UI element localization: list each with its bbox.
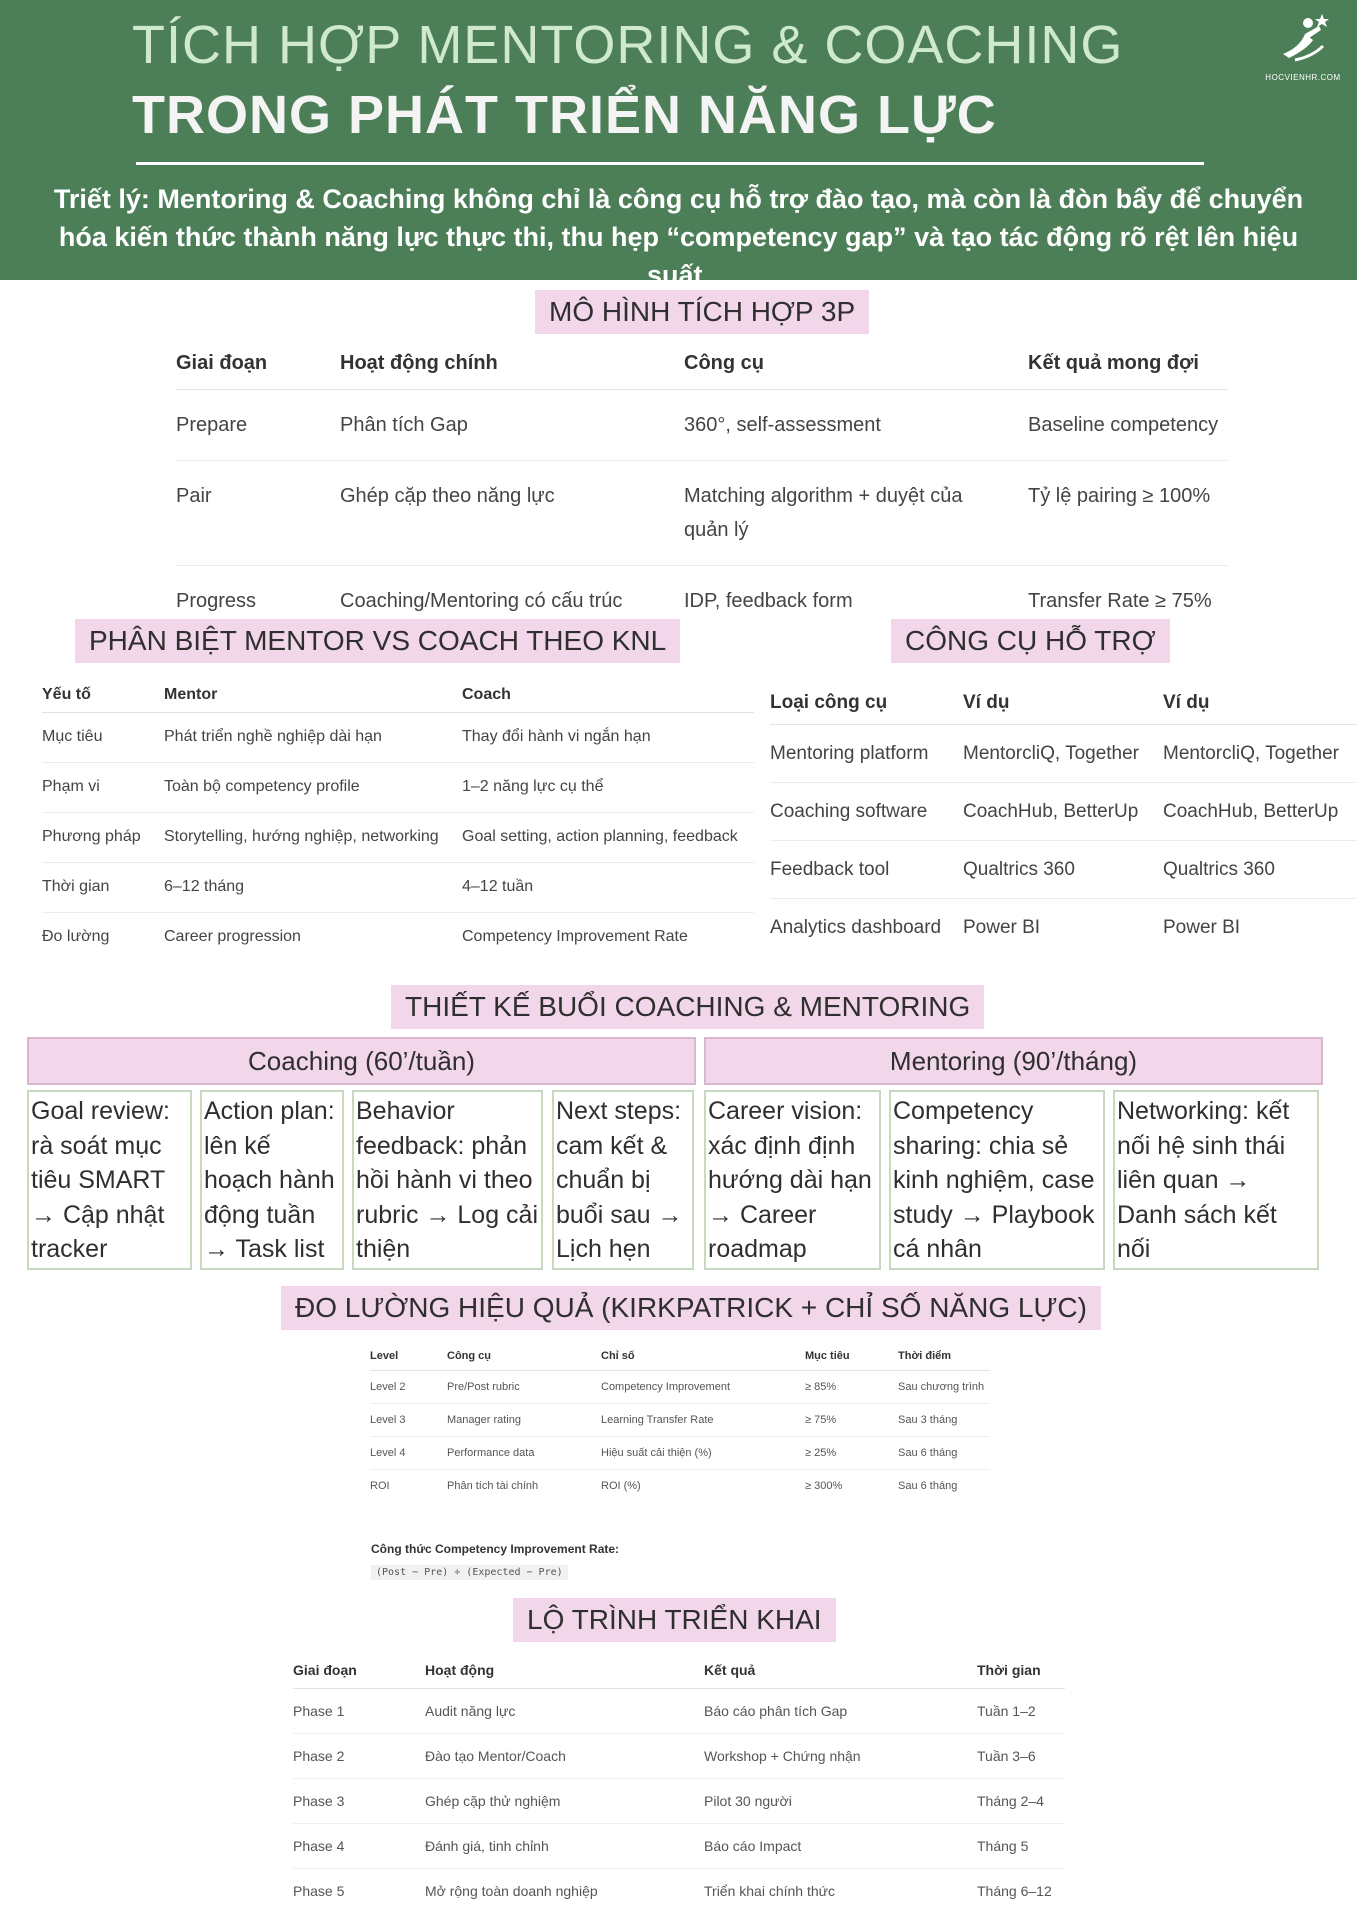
table-cell: Báo cáo Impact [704, 1824, 977, 1869]
table-cell: Learning Transfer Rate [601, 1404, 805, 1437]
roadmap-title: LỘ TRÌNH TRIỂN KHAI [513, 1598, 836, 1642]
table-cell: Workshop + Chứng nhận [704, 1734, 977, 1779]
table-cell: Ghép cặp theo năng lực [340, 461, 684, 566]
table-cell: Prepare [176, 390, 340, 461]
table-row [42, 913, 754, 963]
header-cell: Ví dụ [963, 688, 1163, 725]
table-cell: Triển khai chính thức [704, 1883, 836, 1899]
philosophy-text: Triết lý: Mentoring & Coaching không chỉ là công cụ hỗ trợ đào tạo, mà còn là đòn bẩy để chuyển hóa kiến thức thành năng lực thực thi, thu hẹp “competency gap” và tạo tác động rõ rệt lên hiệu suất. [53, 184, 1304, 290]
logo [1258, 10, 1348, 90]
table-cell: 6–12 tháng [164, 863, 462, 913]
model-3p-table [176, 344, 1228, 636]
mentor-vs-coach-table [42, 682, 754, 962]
table-row [770, 783, 1357, 841]
table-cell: Thay đổi hành vi ngắn hạn [462, 713, 754, 763]
logo-text: HOCVIENHR.COM [1265, 73, 1341, 82]
table-cell: CoachHub, BetterUp [963, 783, 1163, 841]
table-cell: Toàn bộ competency profile [164, 763, 462, 813]
table-cell: Level 2 [370, 1371, 447, 1404]
header-cell: Thời điểm [898, 1348, 990, 1371]
coaching-subheader: Coaching (60’/tuần) [27, 1037, 696, 1085]
table-cell: Mở rộng toàn doanh nghiệp [425, 1883, 598, 1899]
header-banner [0, 0, 1357, 290]
table-cell: 1–2 năng lực cụ thể [462, 763, 754, 813]
table-row [370, 1437, 990, 1470]
table-cell: MentorcliQ, Together [1163, 725, 1357, 783]
session-design-title: THIẾT KẾ BUỔI COACHING & MENTORING [391, 985, 984, 1029]
table-row [42, 813, 754, 863]
runner-logo-icon [1275, 10, 1331, 66]
header-cell: Mục tiêu [805, 1348, 898, 1371]
table-cell: Phase 3 [293, 1779, 425, 1824]
table-cell: Sau chương trình [898, 1371, 990, 1404]
table-cell: Sau 6 tháng [898, 1437, 990, 1470]
measurement-title: ĐO LƯỜNG HIỆU QUẢ (KIRKPATRICK + CHỈ SỐ NĂNG LỰC) [281, 1286, 1101, 1330]
table-row [293, 1779, 1065, 1824]
card-behavior-feedback: Behavior feedback: phản hồi hành vi theo rubric → Log cải thiện [352, 1090, 543, 1270]
table-cell: Đánh giá, tinh chỉnh [425, 1824, 704, 1869]
table-cell: 360°, self-assessment [684, 390, 1028, 461]
table-header-row [42, 682, 754, 713]
header-cell: Coach [462, 682, 754, 713]
table-cell: ≥ 75% [805, 1404, 898, 1437]
header-cell: Hoạt động [425, 1658, 704, 1689]
header-cell: Loại công cụ [770, 688, 963, 725]
formula-label: Công thức Competency Improvement Rate: [371, 1542, 620, 1556]
header-cell: Hoạt động chính [340, 344, 684, 390]
table-cell: Pre/Post rubric [447, 1371, 601, 1404]
header-cell: Kết quả [704, 1658, 977, 1689]
title-divider [136, 162, 1204, 165]
table-cell: Level 3 [370, 1404, 447, 1437]
card-action-plan: Action plan: lên kế hoạch hành động tuần → Task list [200, 1090, 344, 1270]
table-cell: Audit năng lực [425, 1689, 704, 1734]
table-cell: MentorcliQ, Together [963, 725, 1163, 783]
table-cell: Báo cáo phân tích Gap [704, 1689, 977, 1734]
table-cell: Qualtrics 360 [1163, 841, 1357, 899]
table-cell: Progress [176, 590, 257, 612]
tools-title: CÔNG CỤ HỖ TRỢ [891, 619, 1170, 663]
card-competency-sharing: Competency sharing: chia sẻ kinh nghiệm, case study → Playbook cá nhân [889, 1090, 1105, 1270]
table-cell: Hiệu suất cải thiện (%) [601, 1437, 805, 1470]
title-line-1: TÍCH HỢP MENTORING & COACHING [132, 15, 1124, 75]
header-cell: Thời gian [977, 1658, 1065, 1689]
table-cell: Qualtrics 360 [963, 841, 1163, 899]
header-cell: Chỉ số [601, 1348, 805, 1371]
table-cell: Coaching/Mentoring có cấu trúc [340, 590, 623, 612]
model-3p-title: MÔ HÌNH TÍCH HỢP 3P [535, 290, 869, 334]
mentoring-subheader: Mentoring (90’/tháng) [704, 1037, 1323, 1085]
table-cell: Ghép cặp thử nghiệm [425, 1779, 704, 1824]
formula-code: (Post − Pre) ÷ (Expected − Pre) [371, 1565, 568, 1580]
header-cell: Giai đoạn [293, 1658, 425, 1689]
table-row [770, 725, 1357, 783]
table-cell: Matching algorithm + duyệt của quản lý [684, 461, 1028, 566]
card-networking: Networking: kết nối hệ sinh thái liên quan → Danh sách kết nối [1113, 1090, 1319, 1270]
table-row [370, 1470, 990, 1503]
table-row [42, 713, 754, 763]
table-cell: Phân tích Gap [340, 390, 684, 461]
table-row [770, 899, 1357, 957]
card-career-vision: Career vision: xác định định hướng dài hạn → Career roadmap [704, 1090, 881, 1270]
table-cell: Phase 5 [293, 1883, 345, 1899]
table-cell: Mentoring platform [770, 725, 963, 783]
table-header-row [176, 344, 1228, 390]
table-cell: Feedback tool [770, 841, 963, 899]
table-cell: Phân tích tài chính [447, 1480, 539, 1492]
table-cell: Đào tạo Mentor/Coach [425, 1734, 704, 1779]
card-goal-review: Goal review: rà soát mục tiêu SMART → Cập nhật tracker [27, 1090, 192, 1270]
header-cell: Công cụ [447, 1348, 601, 1371]
table-cell: Phát triển nghề nghiệp dài hạn [164, 713, 462, 763]
table-cell: ROI (%) [601, 1480, 641, 1492]
table-cell: Tháng 5 [977, 1824, 1065, 1869]
header-cell: Công cụ [684, 344, 1028, 390]
table-cell: ≥ 85% [805, 1371, 898, 1404]
table-cell: Analytics dashboard [770, 917, 942, 938]
table-cell: Tháng 6–12 [977, 1883, 1052, 1899]
table-cell: Storytelling, hướng nghiệp, networking [164, 813, 462, 863]
table-cell: Đo lường [42, 928, 110, 945]
mentor-vs-coach-title: PHÂN BIỆT MENTOR VS COACH THEO KNL [75, 619, 680, 663]
table-cell: Transfer Rate ≥ 75% [1028, 590, 1212, 612]
table-cell: 4–12 tuần [462, 863, 754, 913]
header-cell: Ví dụ [1163, 688, 1357, 725]
table-cell: Tuần 3–6 [977, 1734, 1065, 1779]
table-cell: Career progression [164, 928, 301, 945]
header-cell: Kết quả mong đợi [1028, 344, 1228, 390]
title-line-2: TRONG PHÁT TRIỂN NĂNG LỰC [132, 85, 997, 145]
table-cell: Phase 1 [293, 1689, 425, 1734]
table-cell: Power BI [963, 917, 1041, 938]
table-cell: Phương pháp [42, 813, 164, 863]
table-cell: Pair [176, 461, 340, 566]
table-cell: ≥ 300% [805, 1480, 843, 1492]
table-cell: Phase 4 [293, 1824, 425, 1869]
table-row [370, 1371, 990, 1404]
table-row [176, 461, 1228, 566]
table-row [770, 841, 1357, 899]
measurement-table [370, 1348, 990, 1502]
table-row [293, 1689, 1065, 1734]
table-cell: IDP, feedback form [684, 590, 853, 612]
table-cell: Power BI [1163, 917, 1241, 938]
table-cell: Thời gian [42, 863, 164, 913]
header-cell: Giai đoạn [176, 344, 340, 390]
table-cell: CoachHub, BetterUp [1163, 783, 1357, 841]
table-cell: Competency Improvement [601, 1371, 805, 1404]
table-cell: Tỷ lệ pairing ≥ 100% [1028, 461, 1228, 566]
table-cell: Baseline competency [1028, 390, 1228, 461]
table-cell: Pilot 30 người [704, 1779, 977, 1824]
table-row [42, 863, 754, 913]
table-cell: Goal setting, action planning, feedback [462, 813, 754, 863]
header-cell: Yếu tố [42, 682, 164, 713]
table-row [293, 1824, 1065, 1869]
table-cell: Tháng 2–4 [977, 1779, 1065, 1824]
table-cell: Sau 3 tháng [898, 1404, 990, 1437]
header-cell: Level [370, 1348, 447, 1371]
table-cell: Performance data [447, 1437, 601, 1470]
tools-table [770, 688, 1357, 956]
table-cell: Manager rating [447, 1404, 601, 1437]
table-cell: Competency Improvement Rate [462, 928, 688, 945]
table-cell: Level 4 [370, 1437, 447, 1470]
table-row [176, 390, 1228, 461]
table-cell: ROI [370, 1480, 390, 1492]
table-header-row [770, 688, 1357, 725]
header-cell: Mentor [164, 682, 462, 713]
table-cell: Coaching software [770, 783, 963, 841]
table-header-row [370, 1348, 990, 1371]
table-cell: Sau 6 tháng [898, 1480, 958, 1492]
table-row [42, 763, 754, 813]
table-row [293, 1734, 1065, 1779]
table-cell: Phase 2 [293, 1734, 425, 1779]
table-cell: Tuần 1–2 [977, 1689, 1065, 1734]
table-header-row [293, 1658, 1065, 1689]
table-cell: ≥ 25% [805, 1437, 898, 1470]
table-row [293, 1869, 1065, 1914]
roadmap-table [293, 1658, 1065, 1913]
card-next-steps: Next steps: cam kết & chuẩn bị buổi sau → Lịch hẹn [552, 1090, 694, 1270]
table-row [370, 1404, 990, 1437]
table-cell: Mục tiêu [42, 713, 164, 763]
table-cell: Phạm vi [42, 763, 164, 813]
